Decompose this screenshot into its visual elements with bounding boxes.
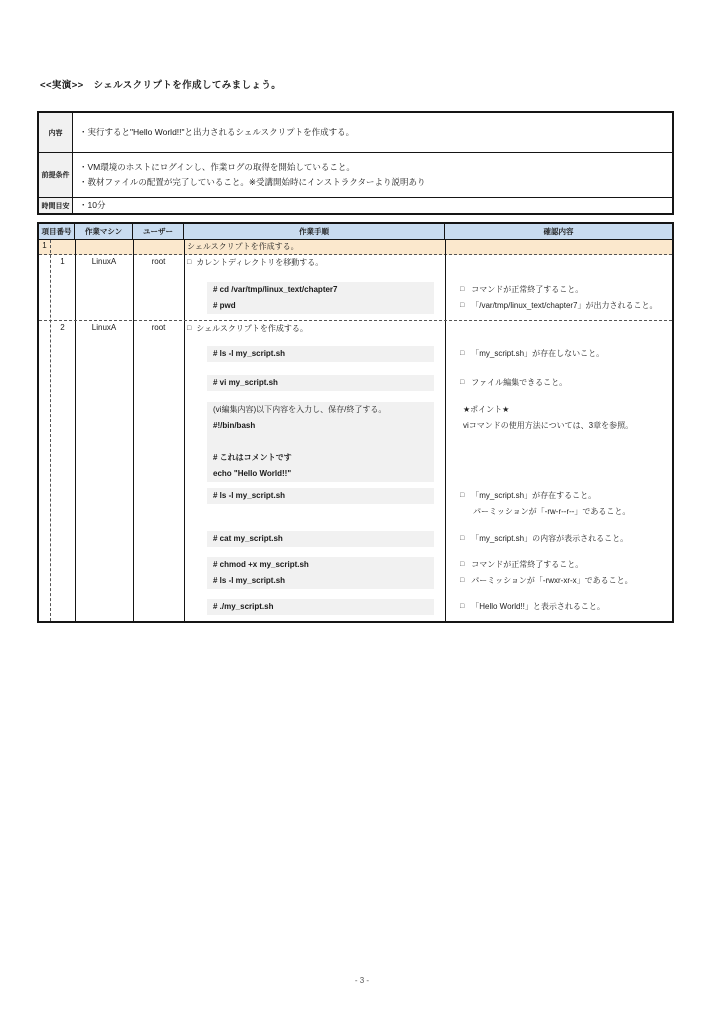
command-line: # ls -l my_script.sh (213, 349, 286, 358)
checkbox-icon: □ (460, 535, 465, 542)
step2-user: root (151, 323, 166, 332)
info-row-time (39, 197, 672, 213)
info-label-content: 内容 (39, 113, 73, 152)
info-value-prereq (73, 153, 672, 197)
step2-vi-confirm (460, 377, 567, 388)
info-value-content (73, 113, 672, 152)
command-line: # ls -l my_script.sh (213, 576, 286, 585)
command-line: # chmod +x my_script.sh (213, 560, 309, 569)
command-line: # ./my_script.sh (213, 602, 274, 611)
command-line: # ls -l my_script.sh (213, 491, 286, 500)
page-title: <<実演>> シェルスクリプトを作成してみましょう。 (40, 80, 282, 91)
checkbox-icon: □ (460, 561, 465, 568)
step2-chmod-confirm-1 (460, 559, 583, 570)
header-confirmation: 確認内容 (543, 227, 574, 236)
step1-number: 1 (60, 257, 65, 266)
checkbox-icon: □ (187, 325, 192, 332)
work-table-header (39, 224, 672, 240)
step2-task-label: シェルスクリプトを作成する。 (196, 324, 308, 333)
step2-ls2-confirm-2: パーミッションが「-rw-r--r--」であること。 (473, 507, 631, 516)
column-divider (184, 240, 185, 621)
step1-task (187, 257, 323, 268)
step2-vi-command (207, 375, 434, 391)
group-number: 1 (42, 241, 47, 250)
step2-cat-confirm (460, 533, 628, 544)
command-line: # cat my_script.sh (213, 534, 283, 543)
step2-cat-command (207, 531, 434, 547)
step2-chmod-confirm-2 (460, 575, 633, 586)
checkbox-icon: □ (460, 603, 465, 610)
header-procedure: 作業手順 (184, 224, 445, 239)
info-label-prereq: 前提条件 (39, 153, 73, 197)
work-table-inner (39, 224, 672, 621)
info-row-prereq (39, 152, 672, 197)
step2-run-command (207, 599, 434, 615)
step2-machine: LinuxA (91, 323, 117, 332)
step1-confirm-2 (460, 300, 658, 311)
step2-run-confirm (460, 601, 605, 612)
step2-chmod-command (207, 557, 434, 589)
info-value-time (73, 198, 672, 213)
step1-user: root (151, 257, 166, 266)
checkbox-icon: □ (460, 286, 465, 293)
step2-number: 2 (60, 323, 65, 332)
confirm-text: ファイル編集できること。 (471, 378, 568, 387)
checkbox-icon: □ (460, 492, 465, 499)
step2-ls1-command (207, 346, 434, 362)
checkbox-icon: □ (460, 350, 465, 357)
checkbox-icon: □ (187, 259, 192, 266)
row-divider-dashed (39, 320, 672, 321)
header-user: ユーザー (133, 224, 184, 239)
step1-machine: LinuxA (91, 257, 117, 266)
command-line: # vi my_script.sh (213, 378, 278, 387)
step1-command-block (207, 282, 434, 314)
step1-confirm-1 (460, 284, 583, 295)
confirm-text: 「my_script.sh」が存在すること。 (471, 491, 597, 500)
info-label-time: 時間目安 (39, 198, 73, 213)
info-prereq-line1: ・VM環境のホストにログインし、作業ログの取得を開始していること。 (79, 162, 355, 172)
info-row-content (39, 113, 672, 152)
column-divider (133, 240, 134, 621)
confirm-text: コマンドが正常終了すること。 (471, 560, 584, 569)
info-table (37, 111, 674, 215)
info-prereq-line2: ・教材ファイルの配置が完了していること。※受講開始時にインストラクターより説明あり (79, 177, 426, 187)
confirm-text: 「/var/tmp/linux_text/chapter7」が出力されること。 (471, 301, 658, 310)
confirm-text: 「my_script.sh」の内容が表示されること。 (471, 534, 629, 543)
step2-ls2-confirm-1 (460, 490, 596, 501)
script-blank-line (213, 434, 434, 450)
info-time-line: ・10分 (79, 200, 106, 210)
step2-task (187, 323, 308, 334)
header-item-no: 項目番号 (39, 224, 75, 239)
info-content-line: ・実行すると"Hello World!!"と出力されるシェルスクリプトを作成する。 (79, 127, 355, 137)
point-text: viコマンドの使用方法については、3章を参照。 (463, 421, 634, 430)
checkbox-icon: □ (460, 379, 465, 386)
script-line: echo "Hello World!!" (213, 469, 292, 478)
viedit-title: (vi編集内容)以下内容を入力し、保存/終了する。 (213, 405, 387, 414)
step2-ls1-confirm (460, 348, 604, 359)
group-title: シェルスクリプトを作成する。 (187, 242, 299, 251)
command-line: # cd /var/tmp/linux_text/chapter7 (213, 285, 338, 294)
confirm-text: パーミッションが「-rwxr-xr-x」であること。 (471, 576, 633, 585)
checkbox-icon: □ (460, 302, 465, 309)
step2-viedit-block (207, 402, 434, 482)
confirm-text: コマンドが正常終了すること。 (471, 285, 584, 294)
checkbox-icon: □ (460, 577, 465, 584)
confirm-text: 「Hello World!!」と表示されること。 (471, 602, 605, 611)
page-number: - 3 - (354, 976, 370, 985)
step2-ls2-command (207, 488, 434, 504)
column-divider-dashed (50, 240, 51, 621)
work-table (37, 222, 674, 623)
column-divider (75, 240, 76, 621)
point-title: ★ポイント★ (463, 405, 510, 414)
header-machine: 作業マシン (75, 224, 133, 239)
column-divider (445, 240, 446, 621)
confirm-text: 「my_script.sh」が存在しないこと。 (471, 349, 605, 358)
script-line: # これはコメントです (213, 453, 292, 462)
script-line: #!/bin/bash (213, 421, 256, 430)
step1-task-label: カレントディレクトリを移動する。 (196, 258, 324, 267)
command-line: # pwd (213, 301, 236, 310)
